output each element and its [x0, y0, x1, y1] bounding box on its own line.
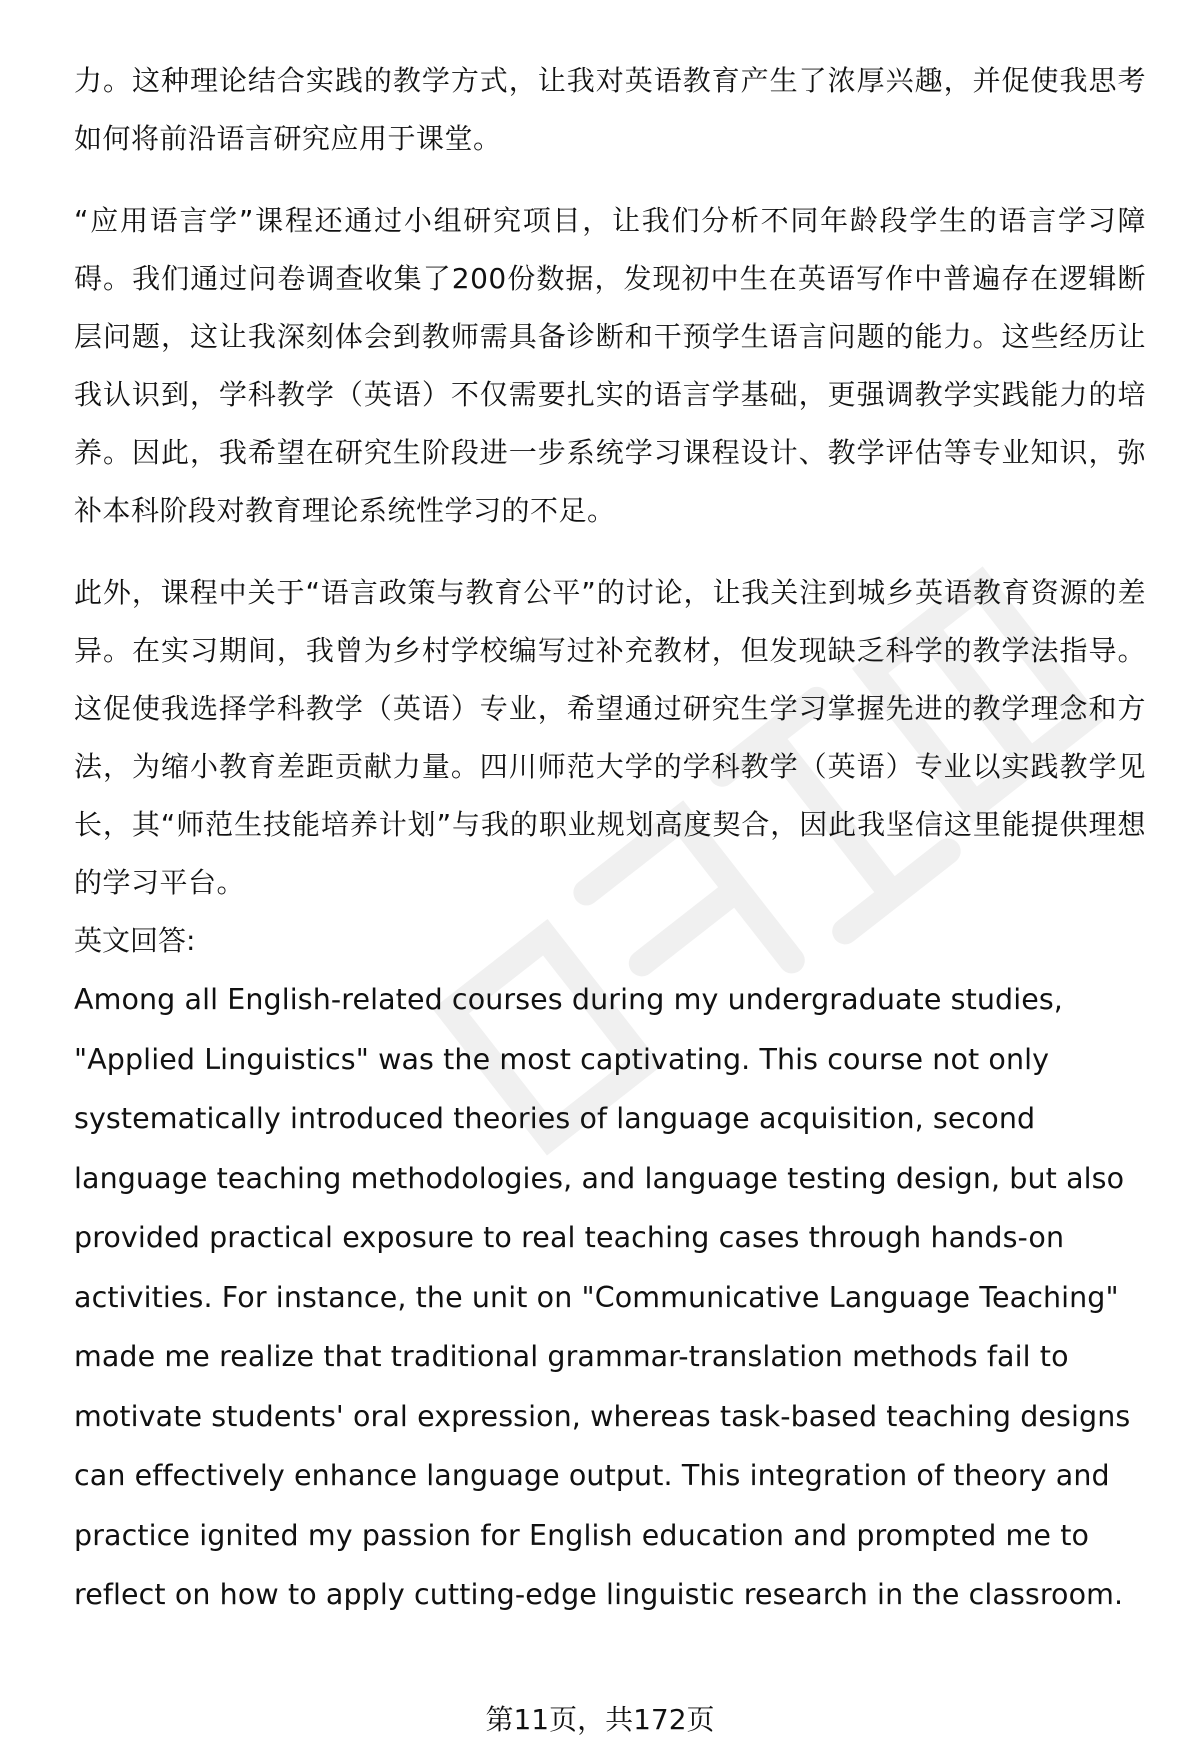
- paragraph-applied-linguistics-project: “应用语言学”课程还通过小组研究项目，让我们分析不同年龄段学生的语言学习障碍。我们通过问卷调查收集了200份数据，发现初中生在英语写作中普遍存在逻辑断层问题，这让我深刻体会到教师需具备诊断和干预学生语言问题的能力。这些经历让我认识到，学科教学（英语）不仅需要扎实的语言学基础，更强调教学实践能力的培养。因此，我希望在研究生阶段进一步系统学习课程设计、教学评估等专业知识，弥补本科阶段对教育理论系统性学习的不足。: [74, 204, 1146, 527]
- page-footer: 第11页，共172页: [485, 1703, 715, 1736]
- english-answer-text: Among all English-related courses during my undergraduate studies, "Applied Linguistics" was the most captivating. This course not only systematically introduced theories of language acquisition, second language teaching methodologies, and language testing design, but also provided practical exposure to real teaching cases through hands-on activities. For instance, the unit on "Communicative Language Teaching" made me realize that traditional grammar-translation methods fail to motivate students' oral expression, whereas task-based teaching designs can effectively enhance language output. This integration of theory and practice ignited my passion for English education and prompted me to reflect on how to apply cutting-edge linguistic research in the classroom.: [74, 983, 1131, 1611]
- english-answer-label: 英文回答:: [74, 924, 196, 957]
- paragraph-language-policy: 此外，课程中关于“语言政策与教育公平”的讨论，让我关注到城乡英语教育资源的差异。在实习期间，我曾为乡村学校编写过补充教材，但发现缺乏科学的教学法指导。这促使我选择学科教学（英语）专业，希望通过研究生学习掌握先进的教学理念和方法，为缩小教育差距贡献力量。四川师范大学的学科教学（英语）专业以实践教学见长，其“师范生技能培养计划”与我的职业规划高度契合，因此我坚信这里能提供理想的学习平台。: [74, 576, 1146, 899]
- paragraph-continuation: 力。这种理论结合实践的教学方式，让我对英语教育产生了浓厚兴趣，并促使我思考如何将前沿语言研究应用于课堂。: [74, 64, 1146, 155]
- document-body: [74, 52, 1146, 1625]
